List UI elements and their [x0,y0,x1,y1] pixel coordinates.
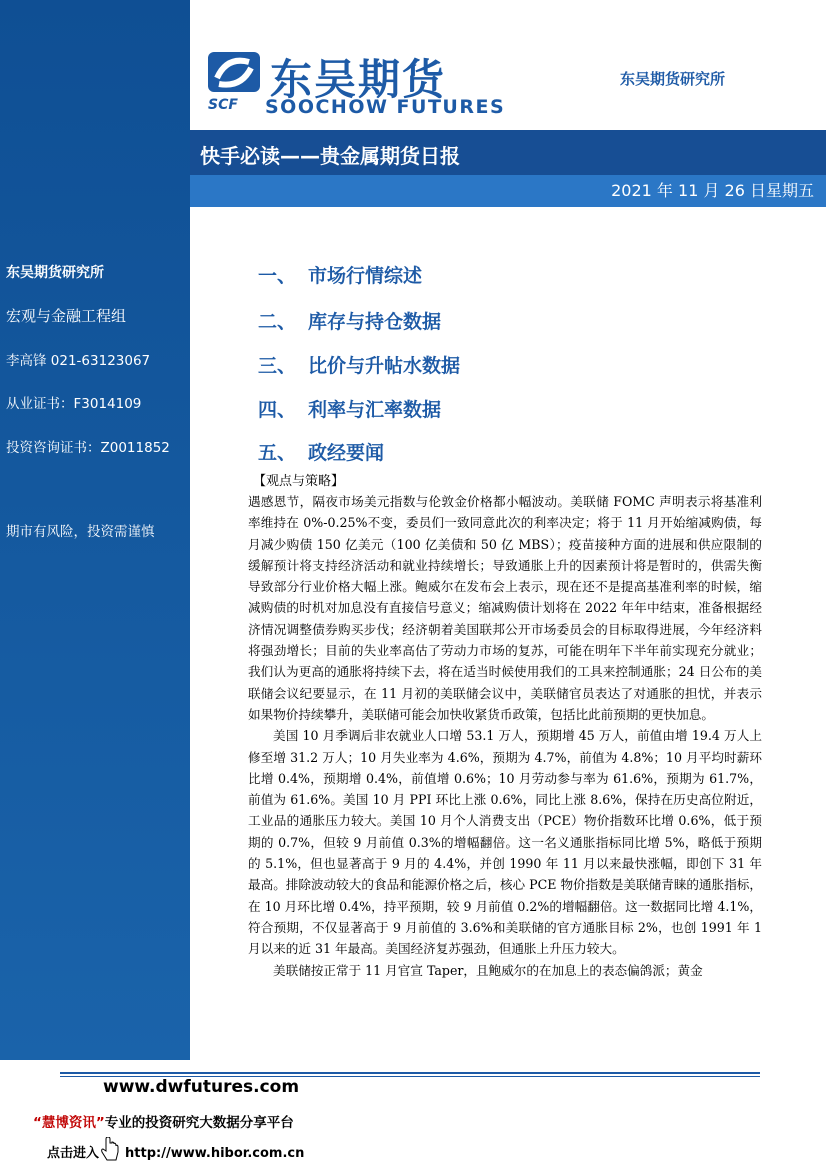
footer-website-link[interactable]: www.dwfutures.com [103,1077,300,1097]
paragraph: 遇感恩节，隔夜市场美元指数与伦敦金价格都小幅波动。美联储 FOMC 声明表示将基准利率维持在 0%-0.25%不变，委员们一致同意此次的利率决定；将于 11 月开始缩减购债，每月减少购债 150 亿美元（100 亿美债和 50 亿 MBS）；疫苗接种方面的进展和供应限制的缓解预计将支持经济活动和就业持续增长；导致通胀上升的因素预计将是暂时的，供需失衡导致部分行业价格大幅上涨。鲍威尔在发布会上表示，现在还不是提高基准利率的时候，缩减购债的时机对加息没有直接信号意义；缩减购债计划将在 2022 年年中结束，准备根据经济情况调整债券购买步伐；经济朝着美国联邦公开市场委员会的目标取得进展，今年经济料将强劲增长；目前的失业率高估了劳动力市场的复苏，可能在明年下半年前实现充分就业；我们认为更高的通胀将持续下去，将在适当时候使用我们的工具来控制通胀；24 日公布的美联储会议纪要显示，在 11 月初的美联储会议中，美联储官员表达了对通胀的担忧，并表示如果物价持续攀升，美联储可能会加快收紧货币政策，包括比此前预期的更快加息。 [248,494,762,722]
toc-item: 五、 政经要闻 [258,442,385,464]
toc-item: 四、 利率与汇率数据 [258,399,442,421]
paragraph: 美国 10 月季调后非农就业人口增 53.1 万人，预期增 45 万人，前值由增 19.4 万人上修至增 31.2 万人；10 月失业率为 4.6%，预期为 4.7%，前值为 4.8%；10 月平均时薪环比增 0.4%，预期增 0.4%，前值增 0.6%；10 月劳动参与率为 61.6%，预期为 61.7%，前值为 61.6%。美国 10 月 PPI 环比上涨 0.6%，同比上涨 8.6%，保持在历史高位附近，工业品的通胀压力较大。美国 10 月个人消费支出（PCE）物价指数环比增 0.6%，低于预期的 0.7%，但较 9 月前值 0.3%的增幅翻倍。这一名义通胀指标同比增 5%，略低于预期的 5.1%，但也显著高于 9 月的 4.4%，并创 1990 年 11 月以来最快涨幅，即创下 31 年最高。排除波动较大的食品和能源价格之后，核心 PCE 物价指数是美联储青睐的通胀指标，在 10 月环比增 0.4%，持平预期，较 9 月前值 0.2%的增幅翻倍。这一数据同比增 4.1%，符合预期，不仅显著高于 9 月前值的 3.6%和美联储的官方通胀目标 2%，也创 1991 年 1 月以来的近 31 年最高。美国经济复苏强劲，但通胀上升压力较大。 [248,728,762,957]
institute-header-title: 东吴期货研究所 [620,70,726,88]
toc-item: 一、 市场行情综述 [258,265,423,287]
sidebar-institute: 东吴期货研究所 [6,265,104,281]
footer-hibor-link[interactable]: 点击进入 http://www.hibor.com.cn [47,1146,305,1161]
report-date: 2021 年 11 月 26 日星期五 [611,181,814,200]
logo-chinese-name: 东吴期货 [270,55,447,104]
hand-cursor-icon [100,1137,120,1163]
footer-divider [60,1072,760,1074]
logo-abbreviation: SCF [208,97,238,113]
sidebar-advisory-license: 投资咨询证书：Z0011852 [6,440,170,456]
report-title: 快手必读——贵金属期货日报 [200,144,460,168]
sidebar-group: 宏观与金融工程组 [6,307,127,325]
toc-item: 二、 库存与持仓数据 [258,311,442,333]
section-label: 【观点与策略】 [253,474,345,489]
sidebar-license: 从业证书：F3014109 [6,396,142,412]
paragraph: 美联储按正常于 11 月官宣 Taper，且鲍威尔的在加息上的表态偏鸽派；黄金 [273,962,703,978]
body-text [248,491,762,981]
logo-english-name: SOOCHOW FUTURES [265,96,506,118]
sidebar-risk-warning: 期市有风险，投资需谨慎 [6,524,155,540]
toc-item: 三、 比价与升帖水数据 [258,355,461,377]
footer-slogan: “慧博资讯”专业的投资研究大数据分享平台 [33,1115,294,1131]
sidebar-analyst: 李高锋 021-63123067 [6,353,151,369]
